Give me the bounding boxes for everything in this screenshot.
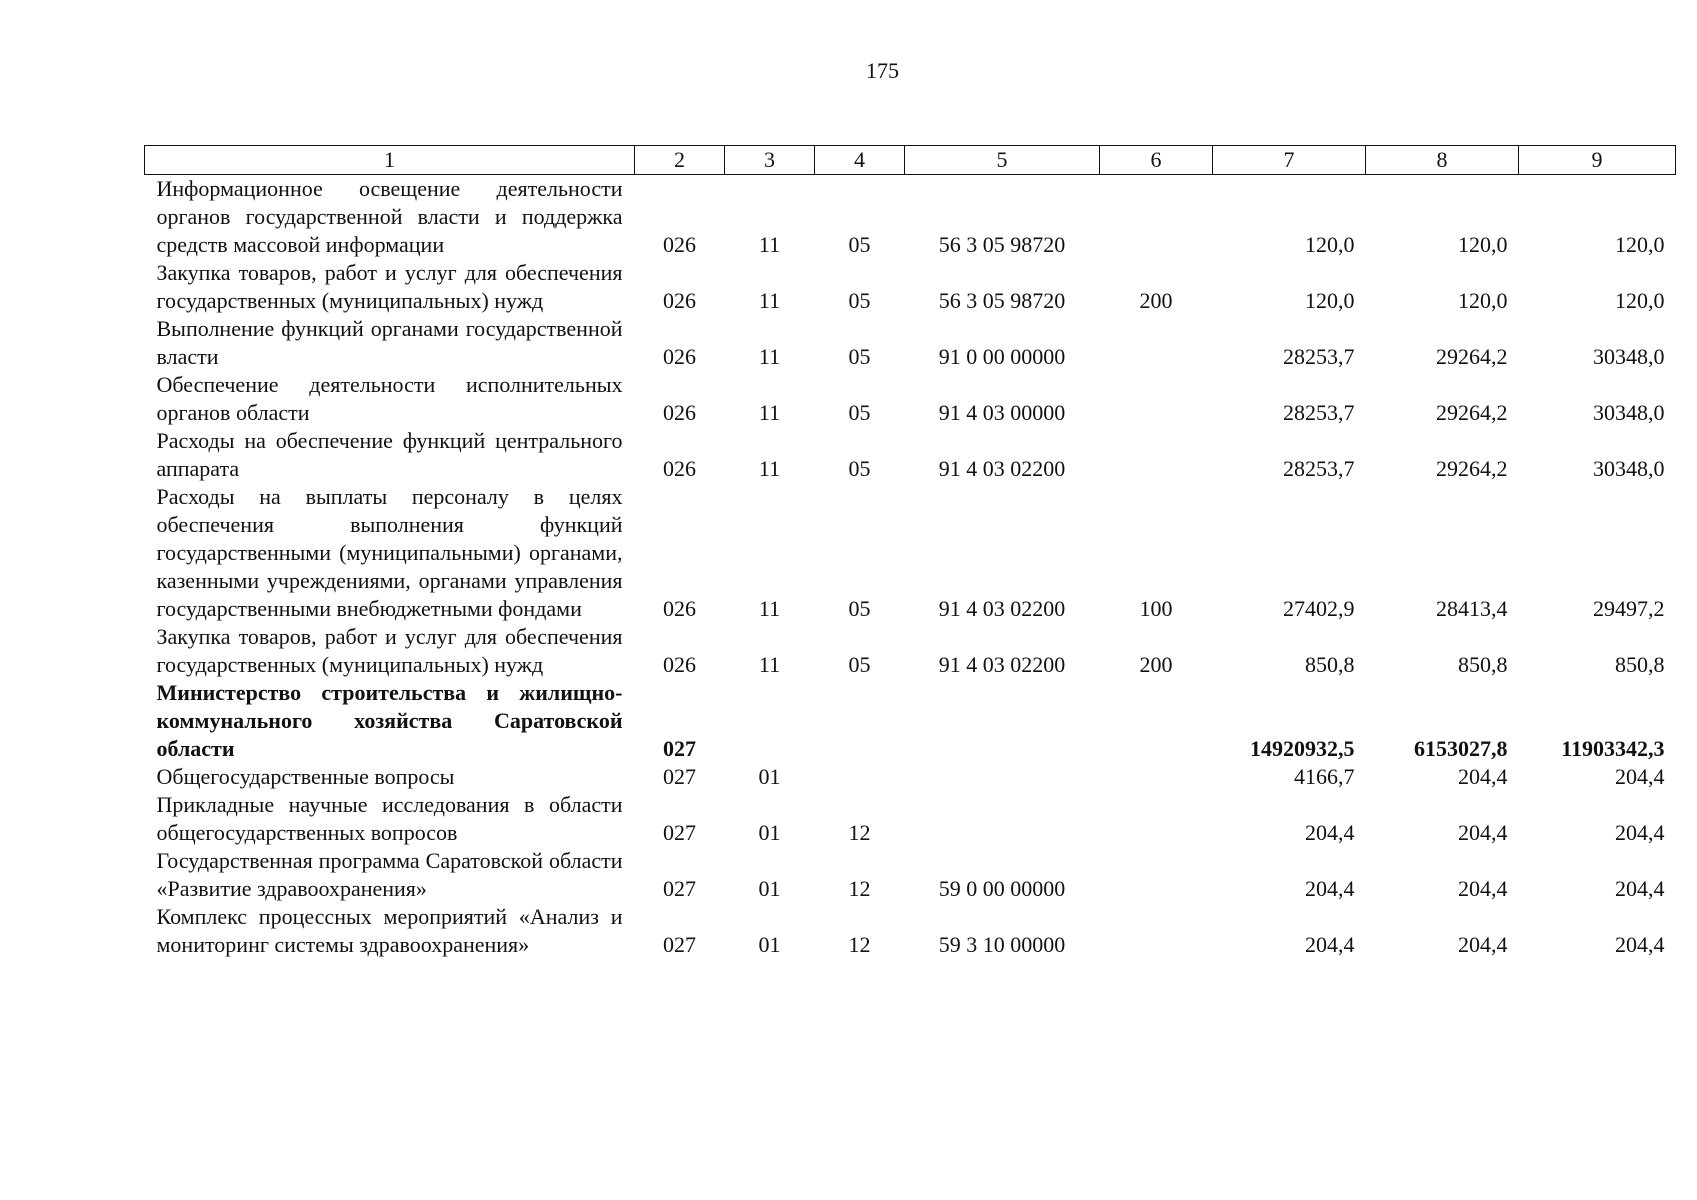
table-row <box>145 763 1676 791</box>
table-row <box>145 259 1676 315</box>
table-row <box>145 847 1676 903</box>
row-col-8: 204,4 <box>1458 764 1508 789</box>
row-col-3: 11 <box>758 596 781 621</box>
row-col-5 <box>905 763 1100 791</box>
header-col-2: 2 <box>635 146 725 175</box>
row-col-7: 120,0 <box>1305 288 1355 313</box>
header-col-4: 4 <box>815 146 905 175</box>
row-col-2: 027 <box>663 736 696 761</box>
row-col-2: 026 <box>663 288 696 313</box>
table-row <box>145 623 1676 679</box>
row-col-7: 4166,7 <box>1294 764 1355 789</box>
row-col-4: 05 <box>848 596 871 621</box>
row-col-8: 28413,4 <box>1436 596 1508 621</box>
row-col-6 <box>1100 679 1213 763</box>
row-col-5: 91 4 03 02200 <box>938 596 1066 621</box>
row-col-6 <box>1100 175 1213 260</box>
row-col-4 <box>815 763 905 791</box>
row-col-3: 11 <box>758 456 781 481</box>
row-col-2: 026 <box>663 400 696 425</box>
row-col-5 <box>905 679 1100 763</box>
row-name: Закупка товаров, работ и услуг для обеспечения государственных (муниципальных) нужд <box>156 260 623 313</box>
row-col-9: 204,4 <box>1615 876 1665 901</box>
row-name: Государственная программа Саратовской области «Развитие здравоохранения» <box>156 848 623 901</box>
row-col-4: 12 <box>848 820 871 845</box>
row-name: Расходы на обеспечение функций центрального аппарата <box>156 428 623 481</box>
row-col-8: 204,4 <box>1458 876 1508 901</box>
row-col-4 <box>815 679 905 763</box>
row-col-4: 12 <box>848 876 871 901</box>
row-col-2: 027 <box>663 932 696 957</box>
row-col-5: 91 0 00 00000 <box>938 344 1066 369</box>
row-col-2: 027 <box>663 876 696 901</box>
row-col-9: 204,4 <box>1615 764 1665 789</box>
table-row <box>145 903 1676 959</box>
row-col-6 <box>1100 791 1213 847</box>
row-col-9: 30348,0 <box>1593 400 1665 425</box>
row-col-5: 91 4 03 00000 <box>938 400 1066 425</box>
header-col-8: 8 <box>1366 146 1519 175</box>
row-col-9: 30348,0 <box>1593 344 1665 369</box>
row-col-8: 120,0 <box>1458 232 1508 257</box>
row-col-7: 204,4 <box>1305 876 1355 901</box>
row-col-3: 11 <box>758 400 781 425</box>
row-col-4: 12 <box>848 932 871 957</box>
row-col-6: 100 <box>1139 596 1173 621</box>
row-col-4: 05 <box>848 456 871 481</box>
page-number: 175 <box>866 58 899 83</box>
row-col-7: 27402,9 <box>1283 596 1355 621</box>
row-col-7: 204,4 <box>1305 820 1355 845</box>
row-col-4: 05 <box>848 344 871 369</box>
table-row <box>145 791 1676 847</box>
table-row <box>145 175 1676 260</box>
header-col-6: 6 <box>1100 146 1213 175</box>
table-header <box>145 146 1676 175</box>
row-col-6: 200 <box>1139 288 1173 313</box>
row-col-2: 026 <box>663 596 696 621</box>
row-col-9: 120,0 <box>1615 232 1665 257</box>
row-col-9: 120,0 <box>1615 288 1665 313</box>
row-col-8: 850,8 <box>1458 652 1508 677</box>
row-col-8: 29264,2 <box>1436 344 1508 369</box>
row-name: Прикладные научные исследования в области общегосударственных вопросов <box>156 792 623 845</box>
row-name: Выполнение функций органами государственной власти <box>156 316 623 369</box>
row-col-7: 204,4 <box>1305 932 1355 957</box>
row-col-5: 56 3 05 98720 <box>938 288 1066 313</box>
row-col-6 <box>1100 315 1213 371</box>
row-col-3: 01 <box>758 764 781 789</box>
row-col-9: 204,4 <box>1615 820 1665 845</box>
header-col-5: 5 <box>905 146 1100 175</box>
row-name: Министерство строительства и жилищно-коммунального хозяйства Саратовской области <box>156 680 623 761</box>
row-col-8: 204,4 <box>1458 932 1508 957</box>
row-col-8: 29264,2 <box>1436 456 1508 481</box>
row-col-8: 204,4 <box>1458 820 1508 845</box>
header-col-3: 3 <box>725 146 815 175</box>
row-col-7: 28253,7 <box>1283 344 1355 369</box>
table-row <box>145 679 1676 763</box>
row-name: Закупка товаров, работ и услуг для обеспечения государственных (муниципальных) нужд <box>156 624 623 677</box>
row-col-5: 91 4 03 02200 <box>938 456 1066 481</box>
row-col-5: 56 3 05 98720 <box>938 232 1066 257</box>
row-col-9: 850,8 <box>1615 652 1665 677</box>
table-body <box>145 175 1676 960</box>
table-row <box>145 427 1676 483</box>
table-row <box>145 371 1676 427</box>
row-col-2: 026 <box>663 344 696 369</box>
row-col-6 <box>1100 427 1213 483</box>
row-col-8: 120,0 <box>1458 288 1508 313</box>
row-name: Расходы на выплаты персоналу в целях обеспечения выполнения функций государственными (муниципальными) органами, казенными учреждениями, органами управления государственными внебюджетными фондами <box>156 484 623 621</box>
row-col-2: 026 <box>663 456 696 481</box>
row-col-5: 59 3 10 00000 <box>938 932 1066 957</box>
header-col-7: 7 <box>1213 146 1366 175</box>
row-name: Комплекс процессных мероприятий «Анализ и мониторинг системы здравоохранения» <box>156 904 623 957</box>
row-col-3: 11 <box>758 652 781 677</box>
row-col-7: 28253,7 <box>1283 456 1355 481</box>
row-col-4: 05 <box>848 232 871 257</box>
row-col-4: 05 <box>848 652 871 677</box>
row-col-3: 11 <box>758 288 781 313</box>
row-col-3: 01 <box>758 820 781 845</box>
table-row <box>145 315 1676 371</box>
row-col-6 <box>1100 763 1213 791</box>
row-col-7: 120,0 <box>1305 232 1355 257</box>
row-name: Общегосударственные вопросы <box>156 764 455 789</box>
row-col-3: 01 <box>758 876 781 901</box>
row-col-9: 30348,0 <box>1593 456 1665 481</box>
row-col-3: 01 <box>758 932 781 957</box>
row-col-4: 05 <box>848 400 871 425</box>
header-col-9: 9 <box>1519 146 1676 175</box>
row-col-2: 026 <box>663 652 696 677</box>
table-row <box>145 483 1676 623</box>
header-col-1: 1 <box>145 146 635 175</box>
row-col-5 <box>905 791 1100 847</box>
budget-table <box>144 145 1676 959</box>
row-col-8: 29264,2 <box>1436 400 1508 425</box>
row-col-7: 28253,7 <box>1283 400 1355 425</box>
row-col-5: 91 4 03 02200 <box>938 652 1066 677</box>
row-col-2: 027 <box>663 820 696 845</box>
row-col-3: 11 <box>758 344 781 369</box>
row-col-3: 11 <box>758 232 781 257</box>
row-col-7: 850,8 <box>1305 652 1355 677</box>
row-col-6 <box>1100 371 1213 427</box>
row-col-6 <box>1100 847 1213 903</box>
row-col-9: 11903342,3 <box>1561 736 1665 761</box>
row-col-6 <box>1100 903 1213 959</box>
row-col-8: 6153027,8 <box>1414 736 1508 761</box>
row-col-9: 204,4 <box>1615 932 1665 957</box>
row-col-9: 29497,2 <box>1593 596 1665 621</box>
row-col-3 <box>725 679 815 763</box>
row-col-4: 05 <box>848 288 871 313</box>
row-col-2: 027 <box>663 764 696 789</box>
row-col-2: 026 <box>663 232 696 257</box>
row-col-6: 200 <box>1139 652 1173 677</box>
row-name: Обеспечение деятельности исполнительных органов области <box>156 372 623 425</box>
row-col-5: 59 0 00 00000 <box>938 876 1066 901</box>
row-name: Информационное освещение деятельности органов государственной власти и поддержка средств массовой информации <box>156 176 623 257</box>
row-col-7: 14920932,5 <box>1250 736 1355 761</box>
header-row <box>145 146 1676 175</box>
